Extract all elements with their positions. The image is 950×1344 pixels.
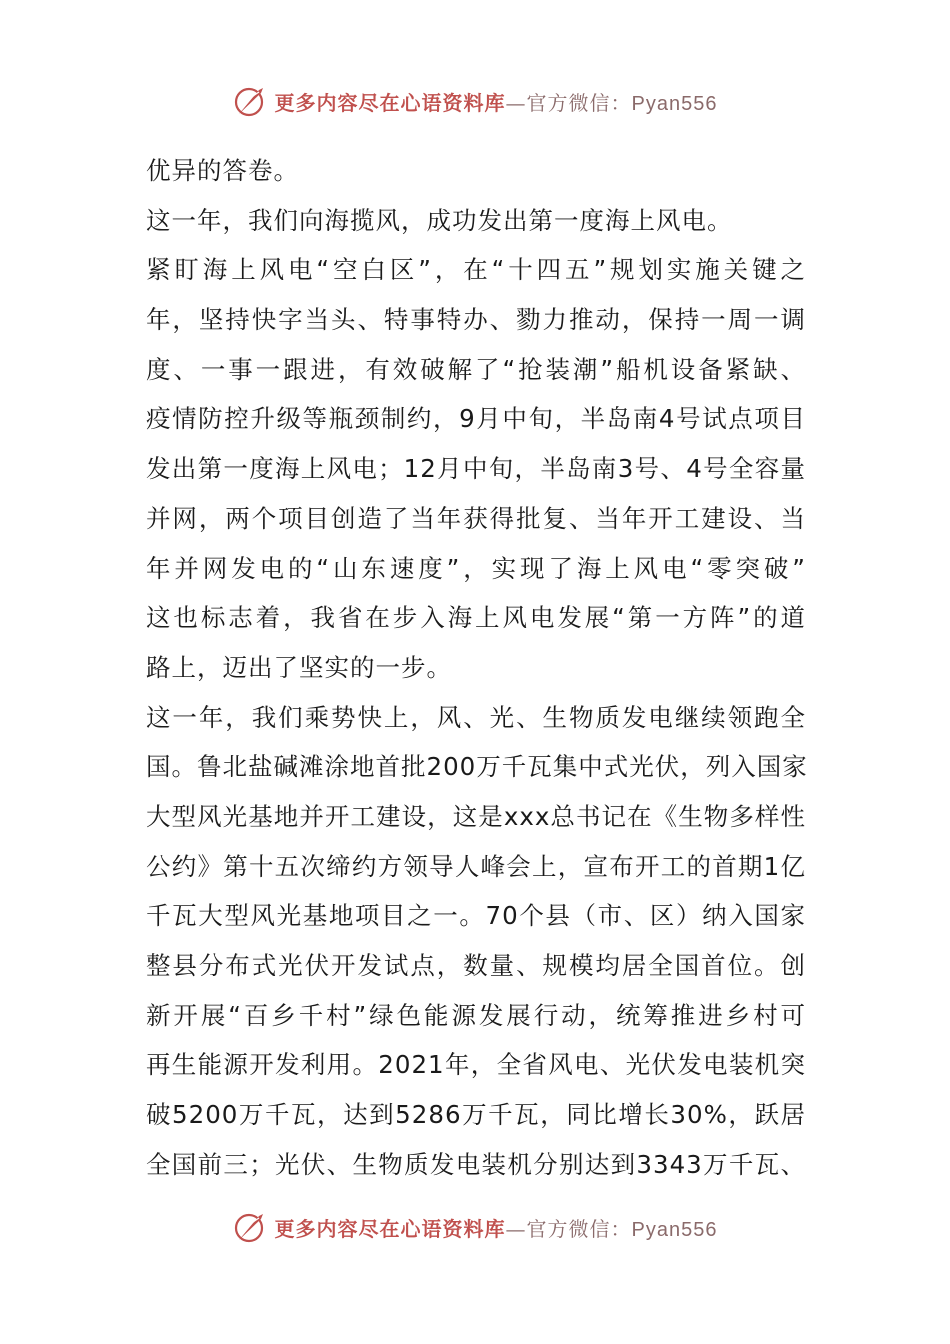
quill-logo-icon [233, 1210, 267, 1244]
text-line: 千瓦大型风光基地项目之一。70个县（市、区）纳入国家 [146, 901, 806, 931]
text-line: 年并网发电的“山东速度”，实现了海上风电“零突破” [146, 553, 806, 583]
text-line: 紧盯海上风电“空白区”，在“十四五”规划实施关键之 [146, 255, 806, 285]
text-line: 破5200万千瓦，达到5286万千瓦，同比增长30%，跃居 [146, 1100, 806, 1130]
text-line: 公约》第十五次缔约方领导人峰会上，宣布开工的首期1亿 [146, 851, 806, 881]
text-line: 大型风光基地并开工建设，这是xxx总书记在《生物多样性 [146, 801, 806, 831]
footer-banner-text [275, 1213, 718, 1242]
footer-banner [0, 1210, 950, 1244]
text-line: 这也标志着，我省在步入海上风电发展“第一方阵”的道 [146, 603, 806, 633]
footer-wechat-label: 官方微信： [526, 1216, 632, 1241]
text-line: 疫情防控升级等瓶颈制约，9月中旬，半岛南4号试点项目 [146, 404, 806, 434]
document-body [146, 146, 806, 1189]
text-line: 全国前三；光伏、生物质发电装机分别达到3343万千瓦、 [146, 1149, 806, 1179]
text-line: 这一年，我们向海揽风，成功发出第一度海上风电。 [146, 205, 733, 235]
header-separator: — [505, 90, 527, 115]
text-line: 整县分布式光伏开发试点，数量、规模均居全国首位。创 [146, 951, 806, 980]
text-line: 新开展“百乡千村”绿色能源发展行动，统筹推进乡村可 [146, 1000, 806, 1030]
header-wechat-label: 官方微信： [526, 90, 632, 115]
text-line: 国。鲁北盐碱滩涂地首批200万千瓦集中式光伏，列入国家 [146, 752, 808, 782]
text-line: 年，坚持快字当头、特事特办、勠力推动，保持一周一调 [146, 305, 806, 335]
header-wechat-id: Pyan556 [631, 92, 718, 115]
text-line: 度、一事一跟进，有效破解了“抢装潮”船机设备紧缺、 [146, 354, 806, 384]
text-line: 并网，两个项目创造了当年获得批复、当年开工建设、当 [146, 503, 806, 533]
header-banner-text [275, 87, 718, 116]
text-line: 再生能源开发利用。2021年，全省风电、光伏发电装机突 [146, 1050, 806, 1080]
header-brand: 更多内容尽在心语资料库 [274, 90, 506, 115]
text-line: 路上，迈出了坚实的一步。 [146, 652, 452, 682]
text-line: 这一年，我们乘势快上，风、光、生物质发电继续领跑全 [146, 702, 806, 732]
header-banner [0, 84, 950, 118]
text-line: 优异的答卷。 [146, 156, 299, 185]
footer-brand: 更多内容尽在心语资料库 [274, 1216, 506, 1241]
quill-logo-icon [233, 84, 267, 118]
footer-separator: — [505, 1216, 527, 1241]
footer-wechat-id: Pyan556 [631, 1218, 718, 1241]
text-line: 发出第一度海上风电；12月中旬，半岛南3号、4号全容量 [146, 454, 806, 484]
